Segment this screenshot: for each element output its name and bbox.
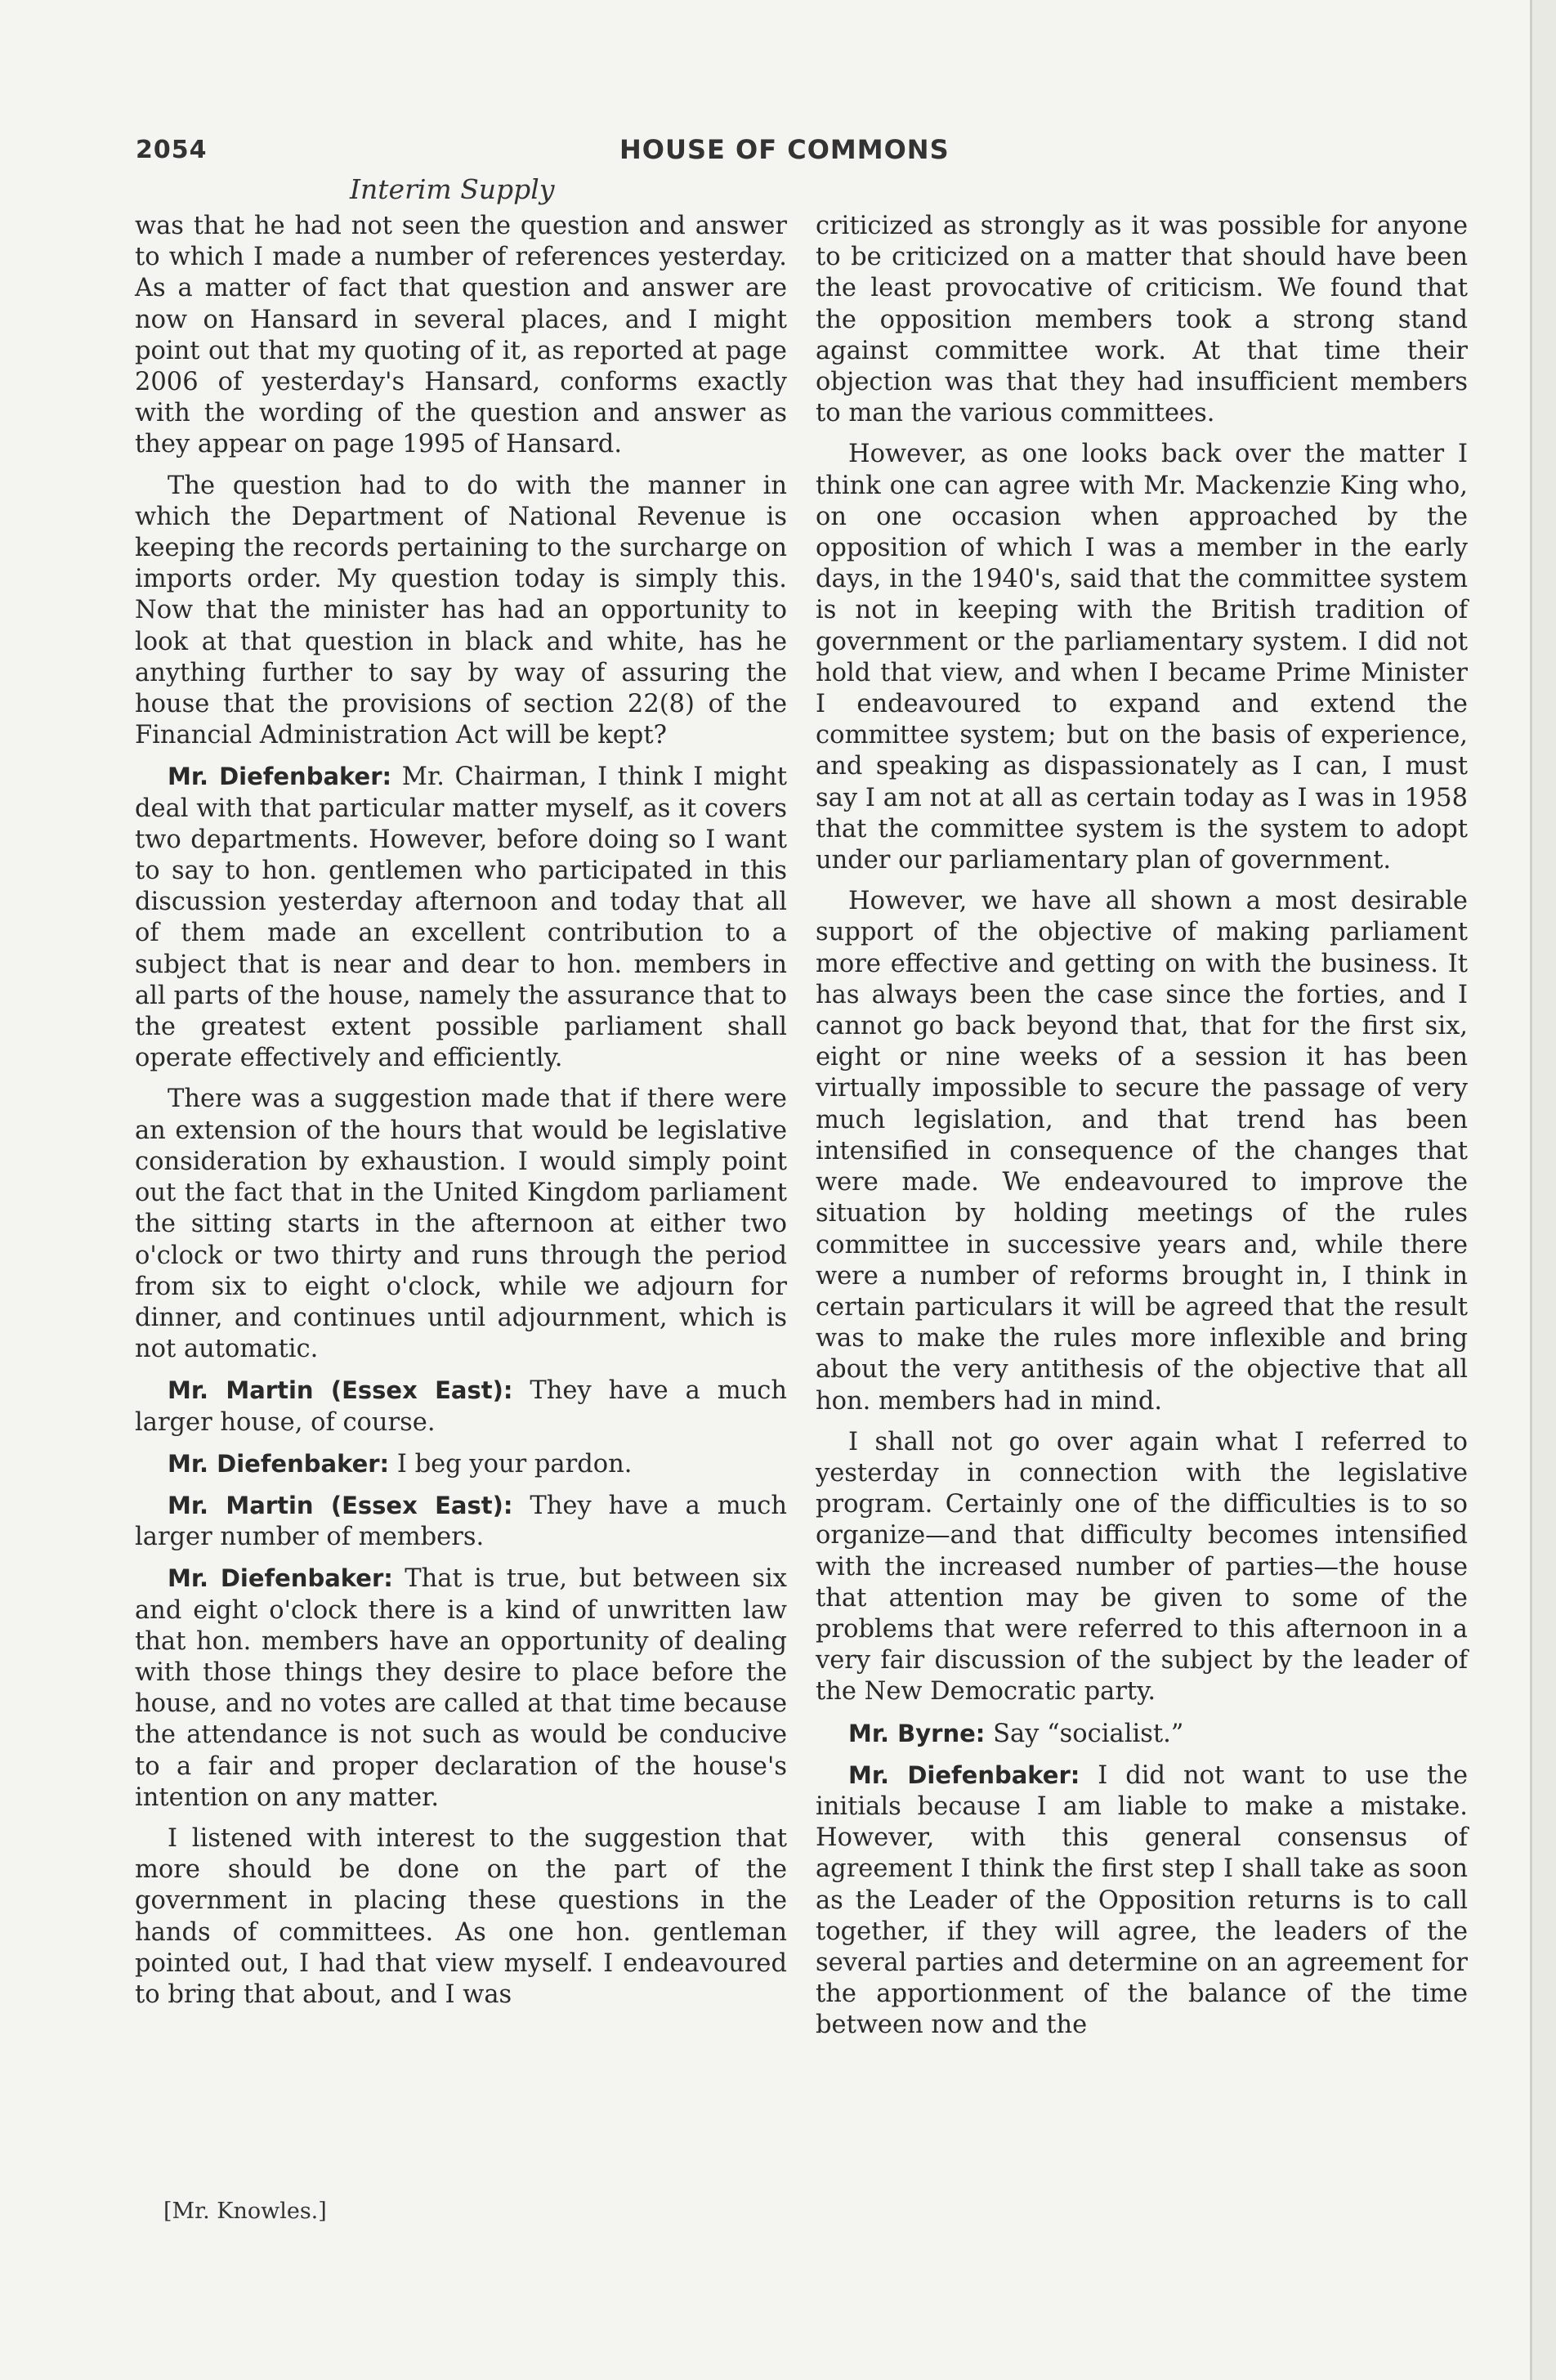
paragraph [135, 1448, 787, 1480]
paragraph [816, 439, 1468, 876]
paragraph [135, 1563, 787, 1814]
paragraph [135, 1375, 787, 1438]
paragraph-text: That is true, but between six and eight o'clock there is a kind of unwritten law that hon. members have an opportunity of dealing with those things they desire to place before the house, and no votes are called at that time because the attendance is not such as would be conducive to a fair and proper declaration of the house's intention on any matter. [135, 1564, 788, 1812]
paragraph-text: I shall not go over again what I referred to yesterday in connection with the legislative program. Certainly one of the difficulties is to so organize—and that difficulty becomes intensified with the increased number of parties—the house that attention may be given to some of the problems that were referred to this afternoon in a very fair discussion of the subject by the leader of the New Democratic party. [816, 1427, 1468, 1707]
paragraph-text: criticized as strongly as it was possible for anyone to be criticized on a matter that should have been the least provocative of criticism. We found that the opposition members took a strong stand against committee work. At that time their objection was that they had insufficient members to man the various committees. [816, 212, 1468, 428]
paragraph-text: The question had to do with the manner in which the Department of National Revenue is keeping the records pertaining to the surcharge on imports order. My question today is simply this. Now that the minister has had an opportunity to look at that question in black and white, has he anything further to say by way of assuring the house that the provisions of section 22(8) of the Financial Administration Act will be kept? [135, 471, 787, 750]
speaker-name: Mr. Martin (Essex East): [168, 1376, 513, 1405]
left-column [135, 211, 787, 2020]
section-subhead: Interim Supply [350, 173, 555, 205]
right-column [816, 211, 1468, 2051]
paragraph [135, 1490, 787, 1553]
paragraph [135, 1084, 787, 1365]
speaker-name: Mr. Diefenbaker: [848, 1760, 1080, 1789]
speaker-name: Mr. Byrne: [848, 1719, 986, 1747]
speaker-name: Mr. Diefenbaker: [168, 763, 392, 791]
paragraph [135, 211, 787, 461]
paragraph-text: I beg your pardon. [396, 1449, 633, 1479]
paragraph [816, 1427, 1468, 1708]
speaker-name: Mr. Diefenbaker: [168, 1564, 393, 1593]
paragraph-text: I did not want to use the initials because I am liable to make a mistake. However, with this general consensus of agreement I think the first step I shall take as soon as the Leader of the Opposition returns is to call together, if they will agree, the leaders of the several parties and determine on an agreement for the apportionment of the balance of the time between now and the [816, 1760, 1468, 2040]
paragraph-text: Say “socialist.” [993, 1719, 1184, 1748]
paragraph [816, 211, 1468, 429]
paragraph [135, 471, 787, 752]
footer-attribution: [Mr. Knowles.] [163, 2199, 327, 2224]
paragraph [135, 1823, 787, 2011]
paragraph-text: However, as one looks back over the matter I think one can agree with Mr. Mackenzie King who, on one occasion when approached by the opposition of which I was a member in the early days, in the 1940's, said that the committee system is not in keeping with the British tradition of government or the parliamentary system. I did not hold that view, and when I became Prime Minister I endeavoured to expand and extend the committee system; but on the basis of experience, and speaking as dispassionately as I can, I must say I am not at all as certain today as I was in 1958 that the committee system is the system to adopt under our parliamentary plan of government. [816, 440, 1468, 875]
paragraph-text: They have a much larger number of members. [135, 1491, 787, 1552]
paragraph [816, 886, 1468, 1416]
paragraph-text: There was a suggestion made that if there were an extension of the hours that would be legislative consideration by exhaustion. I would simply point out the fact that in the United Kingdom parliament the sitting starts in the afternoon at either two o'clock or two thirty and runs through the period from six to eight o'clock, while we adjourn for dinner, and continues until adjournment, which is not automatic. [135, 1085, 787, 1364]
paragraph-text: Mr. Chairman, I think I might deal with that particular matter myself, as it covers two departments. However, before doing so I want to say to hon. gentlemen who participated in this discussion yesterday afternoon and today that all of them made an excellent contribution to a subject that is near and dear to hon. members in all parts of the house, namely the assurance that to the greatest extent possible parliament shall operate effectively and efficiently. [135, 763, 788, 1073]
paragraph-text: I listened with interest to the suggestion that more should be done on the part of the government in placing these questions in the hands of committees. As one hon. gentleman pointed out, I had that view myself. I endeavoured to bring that about, and I was [135, 1823, 787, 2009]
paragraph-text: was that he had not seen the question and answer to which I made a number of references yesterday. As a matter of fact that question and answer are now on Hansard in several places, and I might point out that my quoting of it, as reported at page 2006 of yesterday's Hansard, conforms exactly with the wording of the question and answer as they appear on page 1995 of Hansard. [135, 212, 787, 459]
running-head: HOUSE OF COMMONS [619, 134, 950, 165]
page-number: 2054 [136, 136, 208, 164]
paragraph-text: They have a much larger house, of course. [135, 1376, 787, 1437]
speaker-name: Mr. Martin (Essex East): [168, 1491, 513, 1519]
paragraph [135, 761, 787, 1074]
speaker-name: Mr. Diefenbaker: [168, 1449, 390, 1478]
paragraph [816, 1718, 1468, 1750]
paragraph [816, 1760, 1468, 2042]
paragraph-text: However, we have all shown a most desirable support of the objective of making parliament more effective and getting on with the business. It has always been the case since the forties, and I cannot go back beyond that, that for the first six, eight or nine weeks of a session it has been virtually impossible to secure the passage of very much legislation, and that trend has been intensified in consequence of the changes that were made. We endeavoured to improve the situation by holding meetings of the rules committee in successive years and, while there were a number of reforms brought in, I think in certain particulars it will be agreed that the result was to make the rules more inflexible and bring about the very antithesis of the objective that all hon. members had in mind. [816, 887, 1468, 1416]
